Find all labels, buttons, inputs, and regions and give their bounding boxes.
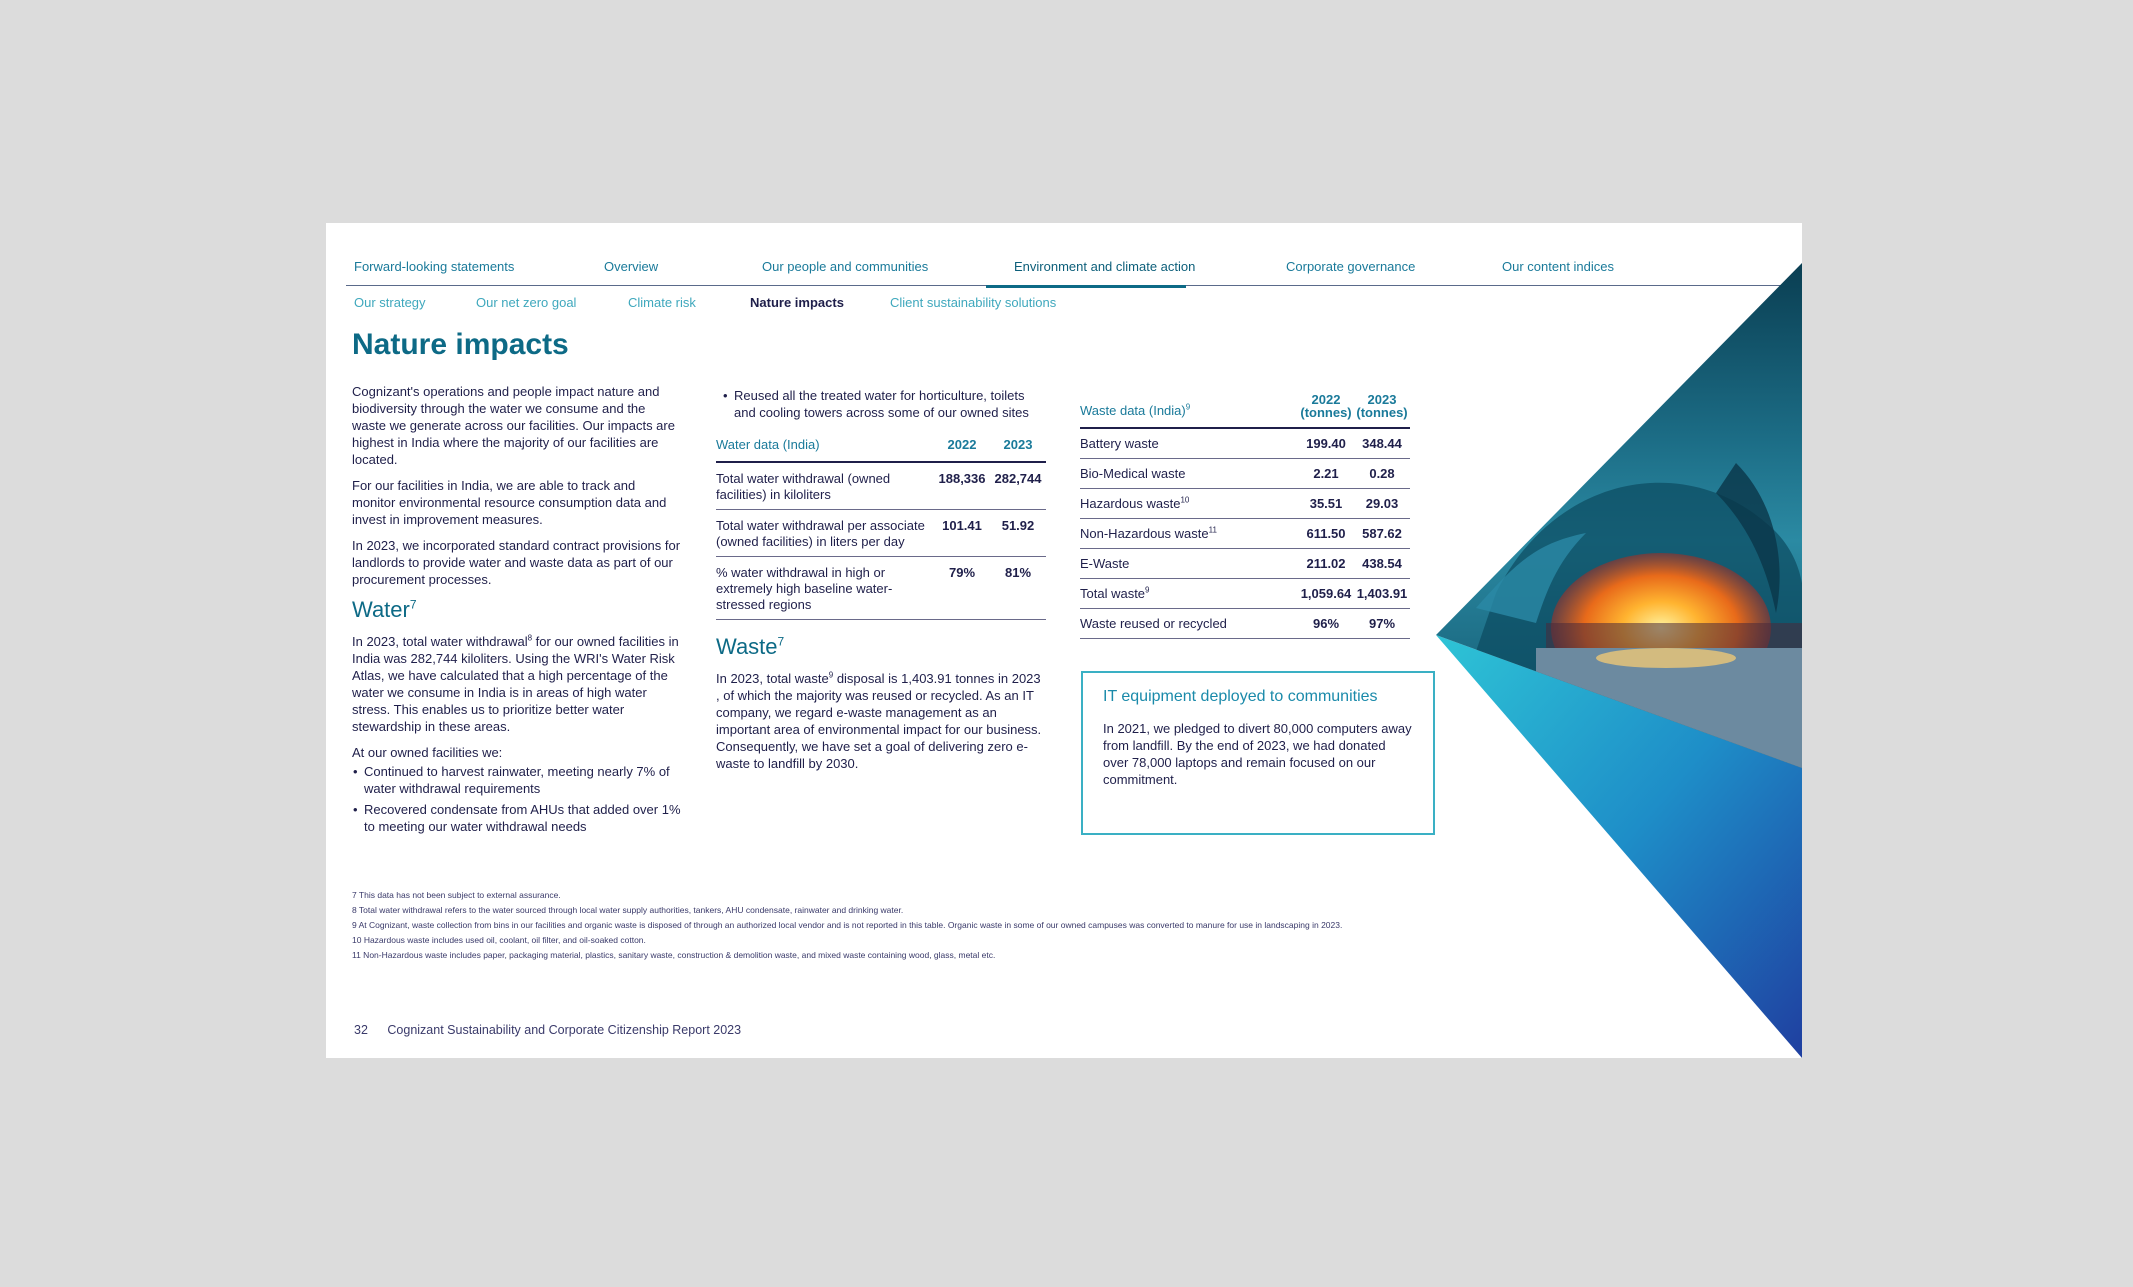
footnote: 8 Total water withdrawal refers to the water sourced through local water supply authorities, tankers, AHU condensate, rainwater and drinking water.: [352, 905, 904, 915]
report-name: Cognizant Sustainability and Corporate Citizenship Report 2023: [387, 1023, 742, 1037]
report-page: [326, 223, 1802, 1058]
footnote: 7 This data has not been subject to external assurance.: [352, 890, 561, 900]
list-item: • Reused all the treated water for horticulture, toilets and cooling towers across some of our owned sites: [734, 387, 1046, 421]
row-label: E-Waste: [1080, 549, 1298, 579]
table-row: [1080, 459, 1410, 489]
subnav-strategy[interactable]: Our strategy: [354, 295, 426, 310]
list-item: • Recovered condensate from AHUs that added over 1% to meeting our water withdrawal needs: [364, 801, 682, 835]
nav-forward-looking[interactable]: Forward-looking statements: [354, 259, 515, 274]
row-value-2022: 79%: [934, 557, 990, 620]
waste-column: [1080, 387, 1410, 639]
table-header: Water data (India): [716, 431, 934, 462]
row-value-2022: 611.50: [1298, 519, 1354, 549]
waste-data-table: [1080, 387, 1410, 639]
callout-title: IT equipment deployed to communities: [1103, 688, 1378, 705]
row-value-2023: 438.54: [1354, 549, 1410, 579]
table-row: [1080, 428, 1410, 459]
row-value-2023: 51.92: [990, 510, 1046, 557]
row-label: Total water withdrawal per associate (owned facilities) in liters per day: [716, 510, 934, 557]
table-header-2023: 2023: [990, 431, 1046, 462]
waste-paragraph: In 2023, total waste$^9$ disposal is 1,403.91 tonnes in 2023 , of which the majority was reused or recycled. As an IT company, we regard e-waste management as an important area of environmental impact for our business. Consequently, we have set a goal of delivering zero e-waste to landfill by 2030.: [716, 670, 1042, 771]
page-number: 32: [354, 1023, 368, 1037]
footnote: 9 At Cognizant, waste collection from bins in our facilities and organic waste is disposed of through an authorized local vendor and is not reported in this table. Organic waste in some of our owned campuses was converted to manure for use in landscaping in 2023.: [352, 920, 1343, 930]
table-row: [716, 462, 1046, 510]
table-row: [1080, 549, 1410, 579]
row-value-2023: 97%: [1354, 609, 1410, 639]
page-footer: [354, 1023, 757, 1037]
row-value-2023: 1,403.91: [1354, 579, 1410, 609]
intro-paragraph-1: Cognizant's operations and people impact nature and biodiversity through the water we consume and the waste we generate across our facilities. Our impacts are highest in India where the majority of our facilities are located.: [352, 384, 675, 467]
row-value-2023: 29.03: [1354, 489, 1410, 519]
subnav-climate-risk[interactable]: Climate risk: [628, 295, 696, 310]
wave-triangle-graphic: [1436, 263, 1802, 1058]
water-paragraph: In 2023, total water withdrawal$^8$ for our owned facilities in India was 282,744 kiloliters. Using the WRI's Water Risk Atlas, we have calculated that a high percentage of the water we consume in India is in areas of high water stress. This enables us to prioritize better water stewardship in these areas.: [352, 633, 679, 734]
row-value-2023: 587.62: [1354, 519, 1410, 549]
page-title: Nature impacts: [352, 328, 569, 361]
water-data-table: [716, 431, 1046, 620]
water-column: [716, 387, 1046, 772]
row-value-2022: 188,336: [934, 462, 990, 510]
table-row: [1080, 519, 1410, 549]
nav-people-communities[interactable]: Our people and communities: [762, 259, 929, 274]
row-label: Bio-Medical waste: [1080, 459, 1298, 489]
row-value-2022: 101.41: [934, 510, 990, 557]
row-label: Hazardous waste$^{10}$: [1080, 489, 1298, 519]
row-label: Waste reused or recycled: [1080, 609, 1298, 639]
footnotes: [352, 888, 1552, 963]
table-header-2023: 2023 (tonnes): [1354, 387, 1410, 428]
row-value-2022: 2.21: [1298, 459, 1354, 489]
water-lead: At our owned facilities we:: [352, 745, 503, 760]
subnav-net-zero[interactable]: Our net zero goal: [476, 295, 577, 310]
row-label: Battery waste: [1080, 428, 1298, 459]
subnav-client-solutions[interactable]: Client sustainability solutions: [890, 295, 1057, 310]
table-header-2022: 2022 (tonnes): [1298, 387, 1354, 428]
sub-navigation: [354, 295, 1254, 315]
row-value-2022: 211.02: [1298, 549, 1354, 579]
water-bullets: [352, 763, 682, 835]
row-value-2022: 35.51: [1298, 489, 1354, 519]
table-row: [1080, 609, 1410, 639]
row-value-2023: 0.28: [1354, 459, 1410, 489]
intro-paragraph-2: For our facilities in India, we are able to track and monitor environmental resource consumption data and invest in improvement measures.: [352, 478, 667, 527]
list-item: • Continued to harvest rainwater, meeting nearly 7% of water withdrawal requirements: [364, 763, 682, 797]
row-value-2022: 96%: [1298, 609, 1354, 639]
nav-environment-climate[interactable]: Environment and climate action: [1014, 259, 1196, 274]
nav-corporate-governance[interactable]: Corporate governance: [1286, 259, 1416, 274]
row-value-2023: 81%: [990, 557, 1046, 620]
row-label: Non-Hazardous waste$^{11}$: [1080, 519, 1298, 549]
water-bullets-continued: [722, 387, 1046, 421]
water-heading: Water$^7$: [352, 597, 417, 622]
nav-active-indicator: [986, 285, 1186, 288]
row-label: % water withdrawal in high or extremely high baseline water-stressed regions: [716, 557, 934, 620]
subnav-nature-impacts[interactable]: Nature impacts: [750, 295, 844, 310]
table-row: [1080, 579, 1410, 609]
row-label: Total water withdrawal (owned facilities) in kiloliters: [716, 462, 934, 510]
intro-column: [352, 383, 682, 839]
row-value-2022: 1,059.64: [1298, 579, 1354, 609]
row-value-2023: 282,744: [990, 462, 1046, 510]
table-row: [716, 557, 1046, 620]
it-equipment-callout: [1081, 671, 1435, 835]
waste-heading: Waste$^7$: [716, 634, 785, 659]
footnote: 11 Non-Hazardous waste includes paper, packaging material, plastics, sanitary waste, construction & demolition waste, and mixed waste containing wood, glass, metal etc.: [352, 950, 996, 960]
table-row: [1080, 489, 1410, 519]
row-value-2022: 199.40: [1298, 428, 1354, 459]
footnote: 10 Hazardous waste includes used oil, coolant, oil filter, and oil-soaked cotton.: [352, 935, 646, 945]
table-header: Waste data (India)$^9$: [1080, 387, 1298, 428]
nav-overview[interactable]: Overview: [604, 259, 659, 274]
nav-content-indices[interactable]: Our content indices: [1502, 259, 1615, 274]
row-label: Total waste$^9$: [1080, 579, 1298, 609]
row-value-2023: 348.44: [1354, 428, 1410, 459]
table-header-2022: 2022: [934, 431, 990, 462]
intro-paragraph-3: In 2023, we incorporated standard contract provisions for landlords to provide water and waste data as part of our procurement processes.: [352, 538, 681, 587]
table-row: [716, 510, 1046, 557]
callout-body: In 2021, we pledged to divert 80,000 computers away from landfill. By the end of 2023, we had donated over 78,000 laptops and remain focused on our commitment.: [1103, 721, 1412, 787]
